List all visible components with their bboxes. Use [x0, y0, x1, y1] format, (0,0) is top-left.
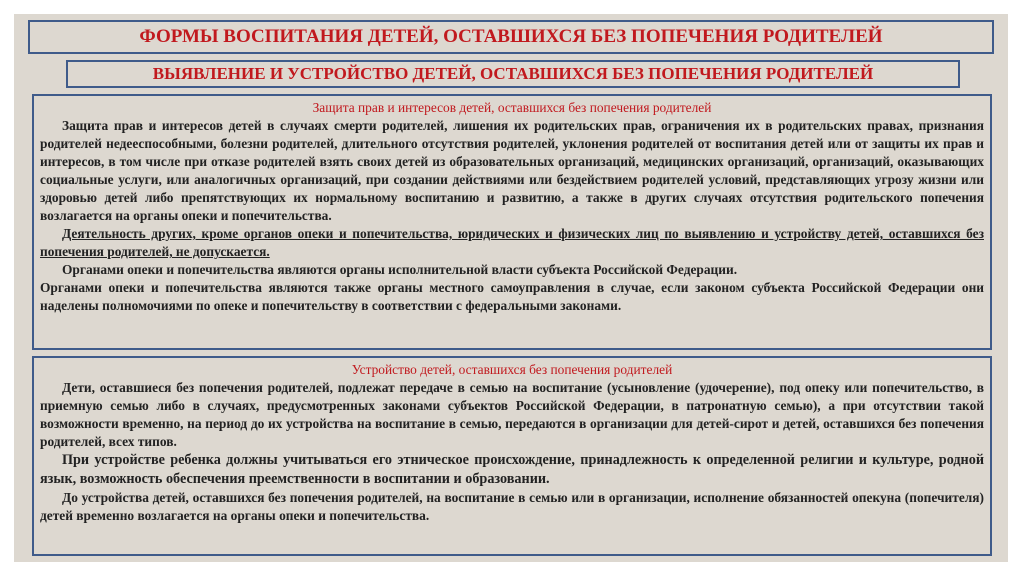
paragraph-emphasis: При устройстве ребенка должны учитываться его этническое происхождение, принадлежность к определенной религии и культуре, родной язык, возможность обеспечения преемственности в воспитании и образовании.: [40, 452, 984, 487]
paragraph: Дети, оставшиеся без попечения родителей, подлежат передаче в семью на воспитание (усыновление (удочерение), под опеку или попечительство, в приемную семью либо в случаях, предусмотренных законами субъектов Российской Федерации, в патронатную семью), а при отсутствии такой возможности временно, на период до их устройства на воспитание в семью, передаются в организации для детей-сирот и детей, оставшихся без попечения родителей, всех типов.: [40, 380, 984, 449]
slide-title: ФОРМЫ ВОСПИТАНИЯ ДЕТЕЙ, ОСТАВШИХСЯ БЕЗ ПОПЕЧЕНИЯ РОДИТЕЛЕЙ: [28, 20, 994, 54]
paragraph-underlined: Деятельность других, кроме органов опеки и попечительства, юридических и физических лиц по выявлению и устройству детей, оставшихся без попечения родителей, не допускается.: [40, 226, 984, 259]
placement-panel: [32, 356, 992, 556]
paragraph: До устройства детей, оставшихся без попечения родителей, на воспитание в семью или в организации, исполнение обязанностей опекуна (попечителя) детей временно возлагается на органы опеки и попечительства.: [40, 490, 984, 523]
paragraph: Защита прав и интересов детей в случаях смерти родителей, лишения их родительских прав, ограничения их в родительских правах, признания родителей недееспособными, болезни родителей, длительного отсутствия родителей, уклонения родителей от воспитания детей или от защиты их прав и интересов, в том числе при отказе родителей взять своих детей из образовательных организаций, медицинских организаций, организаций, оказывающих социальные услуги, или аналогичных организаций, при создании действиями или бездействием родителей условий, представляющих угрозу жизни или здоровью детей либо препятствующих их нормальному воспитанию и развитию, а также в других случаях отсутствия родительского попечения возлагается на органы опеки и попечительства.: [40, 118, 984, 223]
slide: [14, 14, 1008, 562]
paragraph: Органами опеки и попечительства являются органы исполнительной власти субъекта Российской Федерации.: [62, 262, 738, 277]
section-title: Устройство детей, оставшихся без попечения родителей: [351, 362, 673, 377]
rights-protection-panel: [32, 94, 992, 350]
slide-subtitle: ВЫЯВЛЕНИЕ И УСТРОЙСТВО ДЕТЕЙ, ОСТАВШИХСЯ БЕЗ ПОПЕЧЕНИЯ РОДИТЕЛЕЙ: [66, 60, 960, 88]
paragraph: Органами опеки и попечительства являются также органы местного самоуправления в случае, если законом субъекта Российской Федерации они наделены полномочиями по опеке и попечительству в соответствии с федеральными законами.: [40, 280, 984, 313]
section-title: Защита прав и интересов детей, оставшихся без попечения родителей: [312, 100, 712, 115]
